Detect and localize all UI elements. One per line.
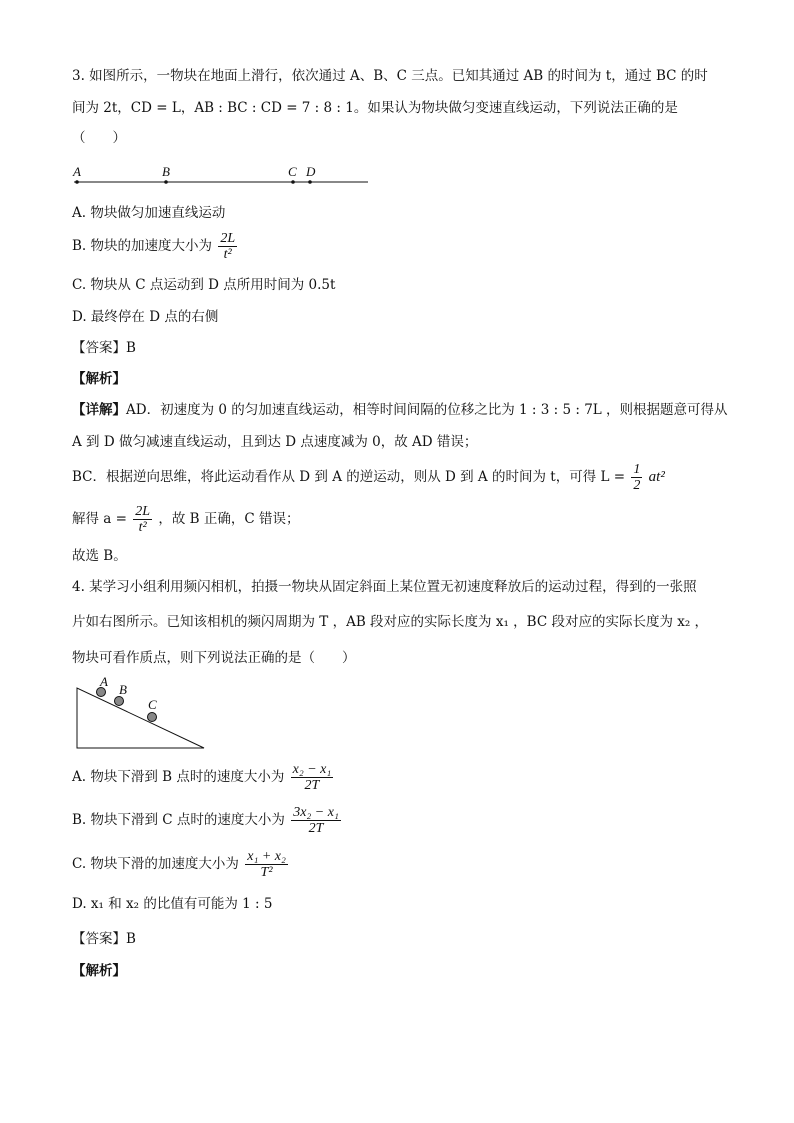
q4-option-c-fraction: $\frac{\text{x₁ + x₂}}{\text{T²}}$	[247, 849, 286, 880]
q4-option-b-fraction: $\frac{\text{3x₂ − x₁}}{2T}$	[293, 805, 339, 836]
label-d: D	[306, 164, 316, 179]
label-a: A	[73, 164, 81, 179]
q3-stem-line-3: （ ）	[72, 130, 126, 146]
q3-option-b: B. 物块的加速度大小为 $\frac{2L}{\text{t²}}$	[72, 231, 236, 262]
q3-analysis-label: 【解析】	[72, 371, 126, 387]
q3-answer: 【答案】B	[72, 340, 136, 356]
label-b: B	[119, 682, 127, 697]
ball-c	[148, 713, 157, 722]
q4-option-c: C. 物块下滑的加速度大小为 $\frac{\text{x₁ + x₂}}{\text{T²}}$	[72, 849, 286, 880]
label-a: A	[100, 674, 108, 689]
point-a	[75, 180, 79, 184]
q3-option-c: C. 物块从 C 点运动到 D 点所用时间为 0.5t	[72, 277, 336, 293]
q4-option-d: D. x₁ 和 x₂ 的比值有可能为 1 : 5	[72, 896, 273, 912]
label-b: B	[162, 164, 170, 179]
q3-stem-line-1: 3. 如图所示，一物块在地面上滑行，依次通过 A、B、C 三点。已知其通过 AB 的时间为 t，通过 BC 的时	[72, 68, 708, 84]
point-b	[164, 180, 168, 184]
q4-stem-line-2: 片如右图所示。已知该相机的频闪周期为 T ，AB 段对应的实际长度为 x₁ ，BC 段对应的实际长度为 x₂ ，	[72, 614, 709, 630]
point-c	[291, 180, 295, 184]
q4-answer: 【答案】B	[72, 931, 136, 947]
q3-detail-line-3: BC．根据逆向思维，将此运动看作从 D 到 A 的逆运动，则从 D 到 A 的时间为 t，可得 L = $\frac{1}{2}$ at²	[72, 462, 665, 493]
q3-stem-line-2: 间为 2t，CD = L，AB : BC : CD = 7 : 8 : 1。如果认为物块做匀变速直线运动，下列说法正确的是	[72, 100, 678, 116]
q3-detail-line-5: 故选 B。	[72, 548, 127, 564]
ball-b	[115, 697, 124, 706]
q3-option-d: D. 最终停在 D 点的右侧	[72, 309, 219, 325]
q3-detail-fraction-a: $\frac{2L}{\text{t²}}$	[135, 504, 151, 535]
q3-option-a: A. 物块做匀加速直线运动	[72, 205, 226, 221]
q3-detail-line-1: 【详解】AD．初速度为 0 的匀加速直线运动，相等时间间隔的位移之比为 1 : 3 : 5 : 7L ，则根据题意可得从	[72, 402, 728, 418]
q4-stem-line-3: 物块可看作质点，则下列说法正确的是（ ）	[72, 650, 356, 666]
point-d	[308, 180, 312, 184]
q3-detail-line-4: 解得 a = $\frac{2L}{\text{t²}}$ ，故 B 正确，C 错误；	[72, 504, 300, 535]
q4-option-a-fraction: $\frac{\text{x₂ − x₁}}{2T}$	[292, 762, 332, 793]
q4-incline-figure	[72, 672, 222, 752]
label-c: C	[288, 164, 297, 179]
q4-analysis-label: 【解析】	[72, 963, 126, 979]
q3-option-b-fraction: $\frac{2L}{\text{t²}}$	[220, 231, 236, 262]
q3-detail-fraction-half: $\frac{1}{2}$	[633, 462, 641, 493]
q3-detail-line-2: A 到 D 做匀减速直线运动，且到达 D 点速度减为 0，故 AD 错误；	[72, 434, 478, 450]
q4-option-b: B. 物块下滑到 C 点时的速度大小为 $\frac{\text{3x₂ − x₁}}{2T}$	[72, 805, 339, 836]
q3-line-figure	[68, 162, 388, 194]
q4-stem-line-1: 4. 某学习小组利用频闪相机，拍摄一物块从固定斜面上某位置无初速度释放后的运动过程，得到的一张照	[72, 579, 697, 595]
q4-option-a: A. 物块下滑到 B 点时的速度大小为 $\frac{\text{x₂ − x₁}}{2T}$	[72, 762, 332, 793]
label-c: C	[148, 697, 157, 712]
